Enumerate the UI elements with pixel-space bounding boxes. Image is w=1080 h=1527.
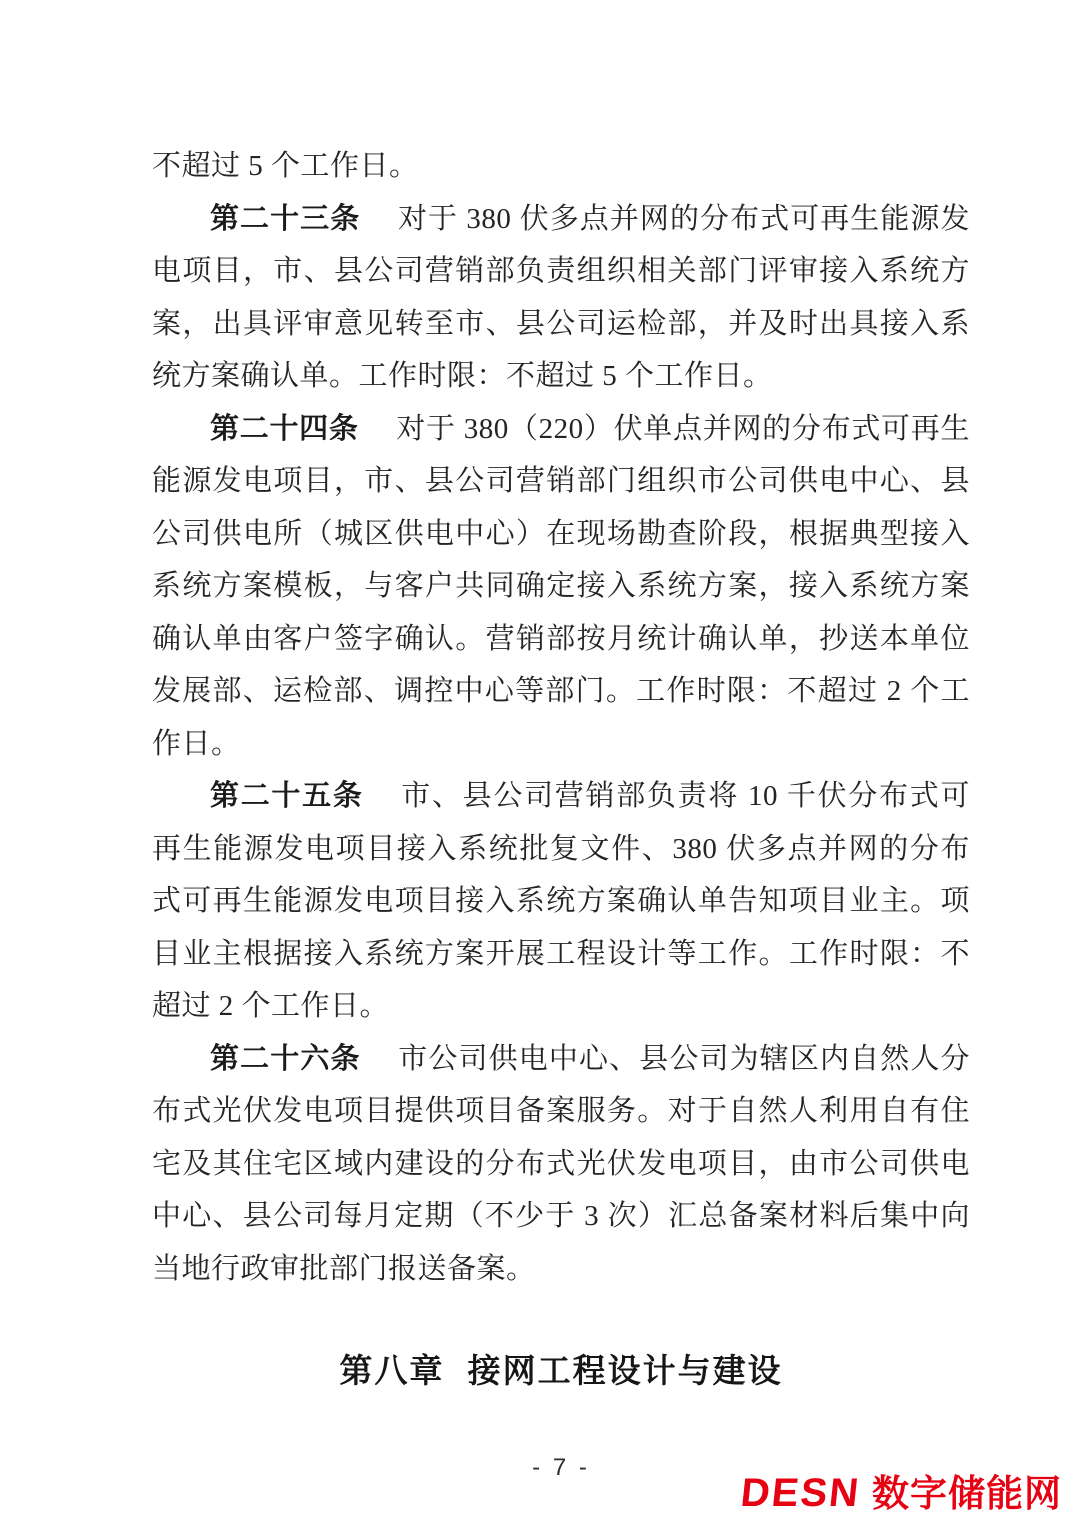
- article-text: 对于 380 伏多点并网的分布式可再生能源发电项目，市、县公司营销部负责组织相关部门评审接入系统方案，出具评审意见转至市、县公司运检部，并及时出具接入系统方案确认单。工作时限：不超过 5 个工作日。: [152, 202, 970, 392]
- article-text: 市、县公司营销部负责将 10 千伏分布式可再生能源发电项目接入系统批复文件、380 伏多点并网的分布式可再生能源发电项目接入系统方案确认单告知项目业主。项目业主根据接入系统方案开展工程设计等工作。工作时限：不超过 2 个工作日。: [152, 780, 970, 1022]
- paragraph-article-24: [152, 403, 970, 771]
- logo-brand-chinese-text: 数字储能网: [872, 1472, 1062, 1514]
- paragraph-article-25: [152, 770, 970, 1033]
- paragraph-continuation: [152, 140, 970, 193]
- article-text: 市公司供电中心、县公司为辖区内自然人分布式光伏发电项目提供项目备案服务。对于自然人利用自有住宅及其住宅区域内建设的分布式光伏发电项目，由市公司供电中心、县公司每月定期（不少于 3 次）汇总备案材料后集中向当地行政审批部门报送备案。: [152, 1042, 970, 1285]
- article-text: 对于 380（220）伏单点并网的分布式可再生能源发电项目，市、县公司营销部门组织市公司供电中心、县公司供电所（城区供电中心）在现场勘查阶段，根据典型接入系统方案模板，与客户共同确定接入系统方案，接入系统方案确认单由客户签字确认。营销部按月统计确认单，抄送本单位发展部、运检部、调控中心等部门。工作时限：不超过 2 个工作日。: [152, 412, 970, 760]
- article-number: 第二十五条: [210, 780, 364, 812]
- paragraph-article-23: [152, 193, 970, 403]
- paragraph-article-26: [152, 1033, 970, 1296]
- article-number: 第二十六条: [210, 1042, 361, 1075]
- article-number: 第二十三条: [210, 202, 361, 235]
- chapter-heading: 第八章 接网工程设计与建设: [339, 1352, 783, 1389]
- article-number: 第二十四条: [210, 412, 359, 445]
- page-number: - 7 -: [532, 1454, 590, 1481]
- article-text: 不超过 5 个工作日。: [152, 150, 419, 182]
- desn-logo: [738, 1471, 1062, 1515]
- logo-brand-text: DESN: [738, 1471, 863, 1515]
- document-body: [152, 140, 970, 1483]
